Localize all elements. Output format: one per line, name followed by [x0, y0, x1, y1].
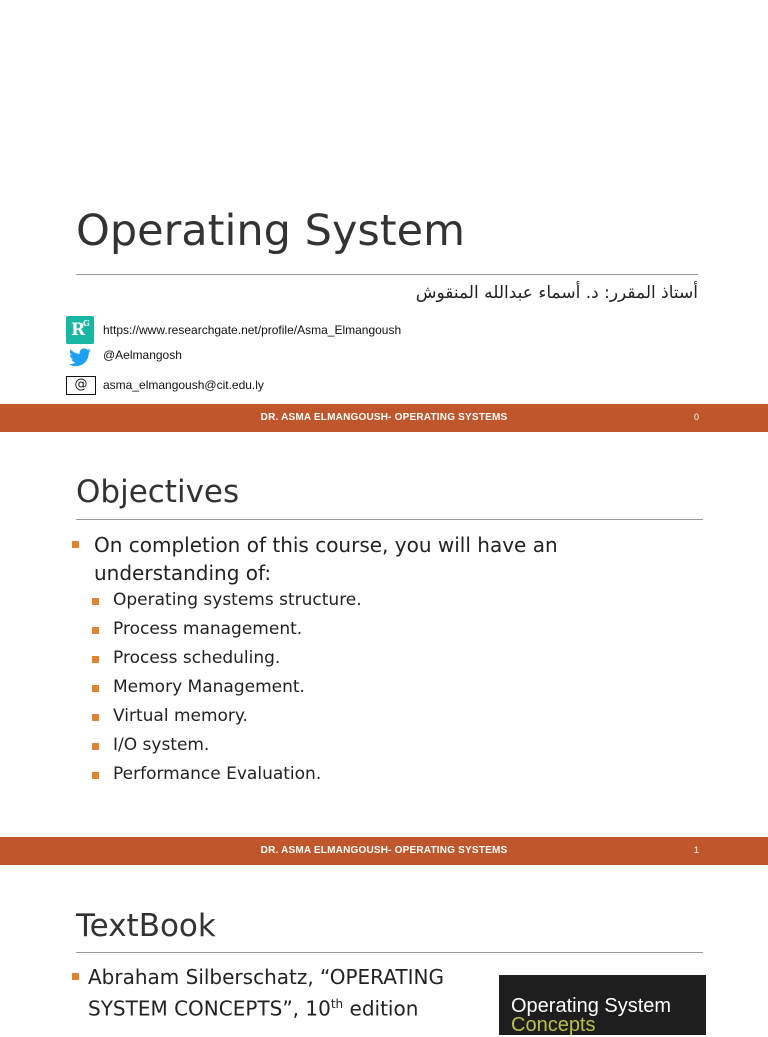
twitter-handle: @Aelmangosh — [103, 348, 182, 362]
slide-title-heading: Operating System — [76, 206, 465, 256]
textbook-divider — [76, 952, 703, 953]
bullet-marker — [92, 598, 99, 605]
researchgate-icon — [66, 316, 94, 344]
slide-number: 0 — [694, 412, 700, 422]
researchgate-icon-letter: R — [71, 320, 86, 340]
slide-footer — [0, 837, 768, 865]
bullet-marker — [72, 973, 79, 980]
list-item-text: I/O system. — [113, 735, 210, 755]
citation-main: Abraham Silberschatz, “OPERATING SYSTEM CONCEPTS”, 10 — [88, 965, 444, 1021]
twitter-icon — [66, 346, 94, 370]
bullet-marker — [92, 772, 99, 779]
researchgate-link[interactable]: https://www.researchgate.net/profile/Asma_Elmangoush — [103, 323, 402, 337]
bullet-marker — [92, 685, 99, 692]
list-item-text: Memory Management. — [113, 677, 305, 697]
footer-text: DR. ASMA ELMANGOUSH- OPERATING SYSTEMS — [260, 845, 508, 856]
textbook-citation-text — [88, 964, 478, 1023]
email-link[interactable]: asma_elmangoush@cit.edu.ly — [103, 378, 264, 392]
objectives-intro — [72, 531, 632, 587]
email-icon: @ — [66, 376, 96, 395]
objectives-divider — [76, 519, 703, 520]
list-item-text: Virtual memory. — [113, 706, 248, 726]
slide-footer — [0, 404, 768, 432]
list-item-text: Process scheduling. — [113, 648, 281, 668]
researchgate-icon-sup: G — [83, 318, 90, 328]
bullet-marker — [92, 714, 99, 721]
book-cover-image — [499, 975, 706, 1035]
citation-edition: edition — [343, 996, 419, 1021]
book-cover-title: Operating System — [511, 995, 672, 1017]
slide-title — [0, 0, 768, 432]
slide-textbook — [0, 866, 768, 1036]
bullet-marker — [92, 627, 99, 634]
slide-number: 1 — [694, 845, 700, 855]
list-item-text: Operating systems structure. — [113, 590, 362, 610]
list-item-text: Process management. — [113, 619, 303, 639]
bullet-marker — [92, 743, 99, 750]
textbook-heading: TextBook — [76, 908, 216, 944]
slide-objectives — [0, 434, 768, 865]
bullet-marker — [92, 656, 99, 663]
book-cover-subtitle: Concepts — [511, 1014, 596, 1036]
objectives-intro-text: On completion of this course, you will have an understanding of: — [94, 533, 558, 585]
objectives-heading: Objectives — [76, 474, 240, 510]
footer-text: DR. ASMA ELMANGOUSH- OPERATING SYSTEMS — [260, 412, 508, 423]
list-item-text: Performance Evaluation. — [113, 764, 322, 784]
citation-superscript: th — [330, 997, 344, 1011]
title-divider — [76, 274, 698, 275]
instructor-arabic: أستاذ المقرر: د. أسماء عبدالله المنقوش — [415, 283, 698, 303]
bullet-marker — [72, 541, 79, 548]
